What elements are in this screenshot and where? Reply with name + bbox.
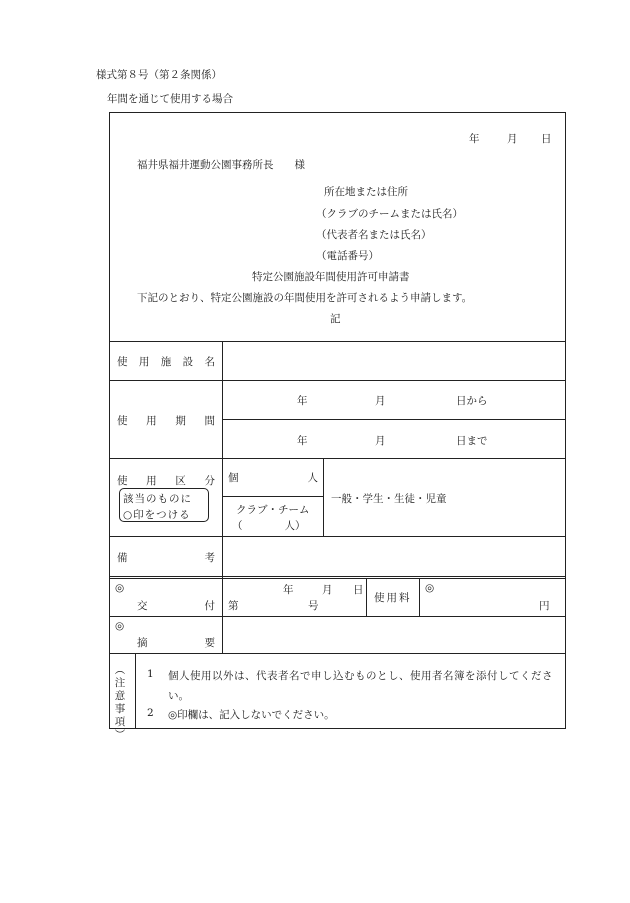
- notes-label: ︵ 注 意 事 項 ︶: [114, 664, 126, 741]
- rule-facility-bottom: [110, 380, 565, 381]
- applicant-phone-label: （電話番号）: [316, 250, 379, 262]
- period-from-month: 月: [375, 395, 386, 407]
- facility-name-field[interactable]: [224, 343, 564, 379]
- addressee: 福井県福井運動公園事務所長 様: [137, 159, 305, 171]
- form-body-text: 下記のとおり、特定公園施設の年間使用を許可されるよう申請します。: [137, 292, 473, 304]
- period-to-suffix: 日まで: [456, 435, 488, 447]
- rule-category-bottom: [110, 536, 565, 537]
- note1-text: 個人使用以外は、代表者名で申し込むものとし、使用者名簿を添付してくださ: [168, 670, 553, 682]
- header-date-day: 日: [541, 133, 552, 145]
- issue-mark: ◎: [115, 582, 125, 594]
- applicant-team-label: （クラブのチームまたは氏名）: [316, 208, 463, 220]
- summary-label: 摘 要: [137, 637, 215, 649]
- applicant-rep-label: （代表者名または氏名）: [316, 229, 432, 241]
- issue-number-prefix: 第: [228, 600, 239, 612]
- rule-period-bottom: [110, 458, 565, 459]
- fee-unit: 円: [539, 600, 550, 612]
- rule-category-column: [323, 458, 324, 536]
- rule-label-column: [222, 341, 223, 653]
- application-form: [109, 112, 566, 741]
- remarks-field[interactable]: [224, 538, 564, 575]
- fee-label: 使用料: [374, 592, 412, 604]
- rule-remarks-bottom-double: [110, 578, 565, 579]
- club-team-option[interactable]: クラブ・チーム: [236, 504, 310, 516]
- category-label: 使 用 区 分: [117, 475, 215, 487]
- issue-label: 交 付: [137, 600, 215, 612]
- period-label: 使 用 期 間: [117, 415, 215, 427]
- remarks-label: 備 考: [117, 552, 215, 564]
- note2-number: 2: [147, 707, 154, 719]
- period-to-month: 月: [375, 435, 386, 447]
- rule-period-mid: [222, 419, 565, 420]
- note1-continuation: い。: [168, 690, 189, 702]
- form-subtitle: 年間を通じて使用する場合: [107, 93, 233, 105]
- period-from-year: 年: [297, 395, 308, 407]
- facility-name-label: 使 用 施 設 名: [117, 356, 215, 368]
- rule-category-mid: [222, 496, 323, 497]
- summary-mark: ◎: [115, 620, 125, 632]
- note2-text: ◎印欄は、記入しないでください。: [168, 709, 335, 721]
- individual-option[interactable]: 個 人: [228, 472, 318, 484]
- period-to-year: 年: [297, 435, 308, 447]
- ki-label: 記: [330, 313, 341, 325]
- note1-number: 1: [147, 668, 154, 680]
- rule-fee-right: [419, 578, 420, 616]
- rule-fee-left: [366, 578, 367, 616]
- club-team-count: （ 人）: [232, 520, 306, 532]
- rule-header-bottom: [110, 341, 565, 342]
- form-number: 様式第８号（第２条関係）: [96, 69, 222, 81]
- period-from-suffix: 日から: [456, 395, 488, 407]
- header-date-year: 年: [469, 133, 480, 145]
- issue-day: 日: [353, 584, 364, 596]
- summary-field[interactable]: [224, 618, 564, 652]
- header-date-month: 月: [507, 133, 518, 145]
- applicant-address-label: 所在地または住所: [324, 186, 408, 198]
- form-title: 特定公園施設年間使用許可申請書: [252, 271, 410, 283]
- category-note-line1: 該当のものに: [123, 493, 192, 505]
- fee-mark: ◎: [425, 582, 435, 594]
- rule-issue-bottom: [110, 616, 565, 617]
- issue-number-suffix: 号: [308, 600, 319, 612]
- category-values: 一般・学生・生徒・児童: [331, 493, 447, 505]
- category-note-line2: ○印をつける: [123, 509, 191, 521]
- issue-month: 月: [322, 584, 333, 596]
- issue-year: 年: [283, 584, 294, 596]
- rule-notes-column: [135, 653, 136, 729]
- rule-summary-bottom: [110, 653, 565, 654]
- rule-remarks-bottom: [110, 576, 565, 577]
